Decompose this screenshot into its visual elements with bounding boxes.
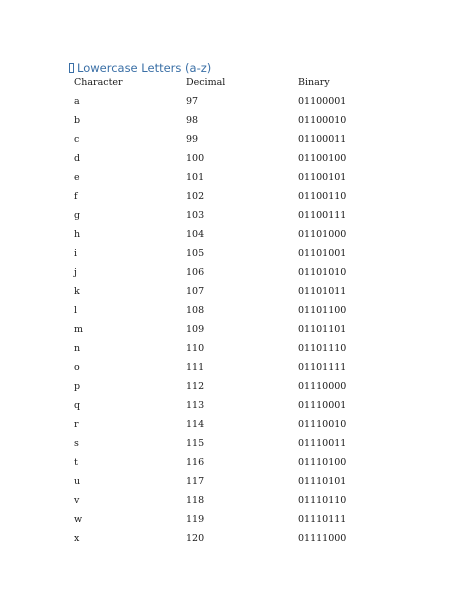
table-row [74, 360, 404, 379]
table-row [74, 417, 404, 436]
cell-decimal: 117 [186, 476, 205, 487]
cell-decimal: 108 [186, 305, 205, 316]
cell-binary: 01100100 [298, 153, 347, 164]
cell-decimal: 105 [186, 248, 205, 259]
cell-decimal: 113 [186, 400, 205, 411]
cell-binary: 01100111 [298, 210, 347, 221]
table-row [74, 455, 404, 474]
cell-decimal: 114 [186, 419, 205, 430]
cell-character: j [74, 267, 77, 278]
cell-binary: 01110111 [298, 514, 347, 525]
column-header-binary: Binary [298, 77, 330, 88]
cell-character: o [74, 362, 80, 373]
cell-binary: 01101000 [298, 229, 347, 240]
table-row [74, 132, 404, 151]
cell-character: s [74, 438, 79, 449]
cell-binary: 01100110 [298, 191, 347, 202]
cell-decimal: 110 [186, 343, 205, 354]
cell-decimal: 120 [186, 533, 205, 544]
table-row [74, 379, 404, 398]
cell-character: r [74, 419, 79, 430]
table-header-row [74, 75, 404, 94]
section-heading-text: Lowercase Letters (a-z) [77, 61, 212, 75]
cell-decimal: 104 [186, 229, 205, 240]
cell-binary: 01101111 [298, 362, 347, 373]
cell-decimal: 99 [186, 134, 199, 145]
table-body [74, 94, 404, 550]
cell-binary: 01100001 [298, 96, 347, 107]
cell-character: f [74, 191, 78, 202]
table-row [74, 94, 404, 113]
cell-character: q [74, 400, 81, 411]
cell-character: w [74, 514, 83, 525]
cell-binary: 01101011 [298, 286, 347, 297]
table-row [74, 151, 404, 170]
table-row [74, 227, 404, 246]
cell-character: x [74, 533, 80, 544]
cell-binary: 01111000 [298, 533, 347, 544]
cell-character: a [74, 96, 80, 107]
cell-binary: 01101001 [298, 248, 347, 259]
table-row [74, 531, 404, 550]
cell-character: h [74, 229, 81, 240]
table-row [74, 398, 404, 417]
cell-character: l [74, 305, 78, 316]
cell-character: g [74, 210, 81, 221]
cell-decimal: 106 [186, 267, 205, 278]
table-row [74, 341, 404, 360]
table-row [74, 474, 404, 493]
cell-decimal: 111 [186, 362, 205, 373]
cell-binary: 01100010 [298, 115, 347, 126]
cell-decimal: 107 [186, 286, 205, 297]
cell-decimal: 119 [186, 514, 205, 525]
ascii-table [74, 75, 404, 550]
cell-binary: 01100011 [298, 134, 347, 145]
cell-decimal: 100 [186, 153, 205, 164]
cell-binary: 01110101 [298, 476, 347, 487]
cell-character: i [74, 248, 78, 259]
cell-binary: 01110001 [298, 400, 347, 411]
cell-decimal: 97 [186, 96, 199, 107]
table-row [74, 284, 404, 303]
cell-character: c [74, 134, 80, 145]
table-row [74, 189, 404, 208]
cell-binary: 01101110 [298, 343, 347, 354]
cell-character: k [74, 286, 80, 297]
cell-binary: 01110000 [298, 381, 347, 392]
cell-character: b [74, 115, 81, 126]
bookmark-icon [69, 63, 74, 73]
cell-binary: 01110100 [298, 457, 347, 468]
table-row [74, 246, 404, 265]
column-header-decimal: Decimal [186, 77, 226, 88]
cell-binary: 01101010 [298, 267, 347, 278]
cell-binary: 01110010 [298, 419, 347, 430]
table-row [74, 208, 404, 227]
cell-decimal: 102 [186, 191, 205, 202]
table-row [74, 170, 404, 189]
table-row [74, 436, 404, 455]
cell-character: p [74, 381, 81, 392]
cell-binary: 01110011 [298, 438, 347, 449]
cell-decimal: 112 [186, 381, 205, 392]
table-row [74, 303, 404, 322]
cell-character: v [74, 495, 80, 506]
cell-decimal: 118 [186, 495, 205, 506]
table-row [74, 113, 404, 132]
cell-character: e [74, 172, 80, 183]
cell-character: d [74, 153, 81, 164]
cell-decimal: 101 [186, 172, 205, 183]
cell-decimal: 103 [186, 210, 205, 221]
cell-decimal: 116 [186, 457, 205, 468]
table-row [74, 512, 404, 531]
cell-decimal: 109 [186, 324, 205, 335]
cell-binary: 01101101 [298, 324, 347, 335]
table-row [74, 493, 404, 512]
cell-decimal: 115 [186, 438, 205, 449]
cell-character: u [74, 476, 81, 487]
cell-binary: 01100101 [298, 172, 347, 183]
cell-binary: 01110110 [298, 495, 347, 506]
cell-character: m [74, 324, 84, 335]
section-heading [69, 61, 211, 75]
table-row [74, 265, 404, 284]
column-header-character: Character [74, 77, 123, 88]
cell-decimal: 98 [186, 115, 199, 126]
cell-character: t [74, 457, 78, 468]
cell-character: n [74, 343, 81, 354]
table-row [74, 322, 404, 341]
cell-binary: 01101100 [298, 305, 347, 316]
